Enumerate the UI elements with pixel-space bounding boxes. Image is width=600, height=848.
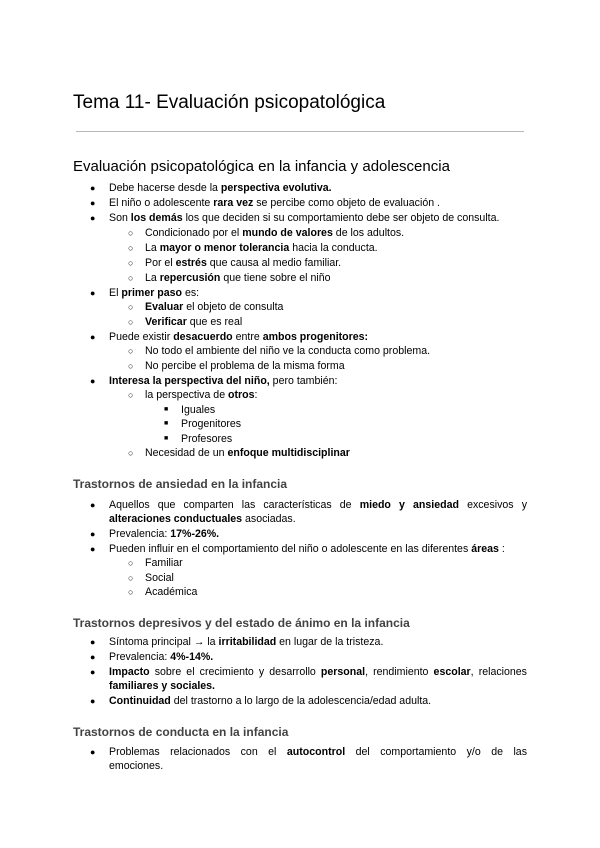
bullet-square: ■: [164, 420, 169, 427]
list-item: Social: [145, 572, 174, 584]
bullet-dot: ●: [90, 288, 96, 298]
list-item: Continuidad del trastorno a lo largo de la adolescencia/edad adulta.: [109, 695, 432, 707]
bullet-circle: ○: [128, 346, 134, 356]
section-heading-conducta: Trastornos de conducta en la infancia: [73, 725, 289, 739]
bullet-circle: ○: [128, 573, 134, 583]
title-divider: [76, 131, 524, 132]
bullet-dot: ●: [90, 637, 96, 647]
list-item: Familiar: [145, 557, 183, 569]
bullet-dot: ●: [90, 198, 96, 208]
list-item: No percibe el problema de la misma forma: [145, 360, 345, 372]
bullet-circle: ○: [128, 587, 134, 597]
bullet-circle: ○: [128, 448, 134, 458]
list-item: Verificar que es real: [145, 316, 243, 328]
list-item: La repercusión que tiene sobre el niño: [145, 272, 331, 284]
bullet-dot: ●: [90, 667, 96, 677]
bullet-dot: ●: [90, 544, 96, 554]
bullet-dot: ●: [90, 696, 96, 706]
bullet-square: ■: [164, 435, 169, 442]
list-item: No todo el ambiente del niño ve la conducta como problema.: [145, 345, 431, 357]
list-item: Prevalencia: 17%-26%.: [109, 528, 220, 540]
list-item: Necesidad de un enfoque multidisciplinar: [145, 447, 350, 459]
bullet-dot: ●: [90, 747, 96, 757]
document-title: Tema 11- Evaluación psicopatológica: [73, 92, 386, 113]
bullet-circle: ○: [128, 228, 134, 238]
list-item: Condicionado por el mundo de valores de los adultos.: [145, 227, 405, 239]
list-item-continuation: emociones.: [109, 760, 164, 772]
list-item: Académica: [145, 586, 198, 598]
bullet-dot: ●: [90, 652, 96, 662]
list-item: Pueden influir en el comportamiento del niño o adolescente en las diferentes áreas :: [109, 543, 505, 555]
bullet-circle: ○: [128, 302, 134, 312]
bullet-circle: ○: [128, 390, 134, 400]
list-item: Debe hacerse desde la perspectiva evolutiva.: [109, 182, 332, 194]
section-heading-ansiedad: Trastornos de ansiedad en la infancia: [73, 477, 288, 491]
bullet-square: ■: [164, 406, 169, 413]
bullet-dot: ●: [90, 213, 96, 223]
list-item-continuation: alteraciones conductuales asociadas.: [109, 513, 296, 525]
list-item: Puede existir desacuerdo entre ambos progenitores:: [109, 331, 369, 343]
list-item: El niño o adolescente rara vez se percibe como objeto de evaluación .: [109, 197, 440, 209]
list-item: El primer paso es:: [109, 287, 200, 299]
list-item: Problemas relacionados con el autocontrol del comportamiento y/o de las: [109, 746, 527, 758]
list-item: Progenitores: [181, 418, 242, 430]
bullet-circle: ○: [128, 361, 134, 371]
list-item: Profesores: [181, 433, 233, 445]
bullet-dot: ●: [90, 529, 96, 539]
list-item: Iguales: [181, 404, 216, 416]
list-item: Impacto sobre el crecimiento y desarrollo personal, rendimiento escolar, relaciones: [109, 666, 527, 678]
bullet-circle: ○: [128, 243, 134, 253]
section-heading-depresivos: Trastornos depresivos y del estado de ánimo en la infancia: [73, 616, 410, 630]
list-item: Prevalencia: 4%-14%.: [109, 651, 214, 663]
list-item: Aquellos que comparten las características de miedo y ansiedad excesivos y: [109, 499, 527, 511]
list-item: Son los demás los que deciden si su comportamiento debe ser objeto de consulta.: [109, 212, 500, 224]
bullet-circle: ○: [128, 258, 134, 268]
bullet-circle: ○: [128, 273, 134, 283]
bullet-dot: ●: [90, 332, 96, 342]
list-item-continuation: familiares y sociales.: [109, 680, 216, 692]
list-item: Interesa la perspectiva del niño, pero también:: [109, 375, 338, 387]
bullet-dot: ●: [90, 183, 96, 193]
list-item: Síntoma principal → la irritabilidad en lugar de la tristeza.: [109, 636, 384, 648]
list-item: Evaluar el objeto de consulta: [145, 301, 284, 313]
list-item: Por el estrés que causa al medio familiar.: [145, 257, 342, 269]
bullet-circle: ○: [128, 558, 134, 568]
bullet-circle: ○: [128, 317, 134, 327]
list-item: la perspectiva de otros:: [145, 389, 258, 401]
section-heading-evaluacion: Evaluación psicopatológica en la infancia y adolescencia: [73, 158, 450, 175]
bullet-dot: ●: [90, 500, 96, 510]
bullet-dot: ●: [90, 376, 96, 386]
list-item: La mayor o menor tolerancia hacia la conducta.: [145, 242, 378, 254]
